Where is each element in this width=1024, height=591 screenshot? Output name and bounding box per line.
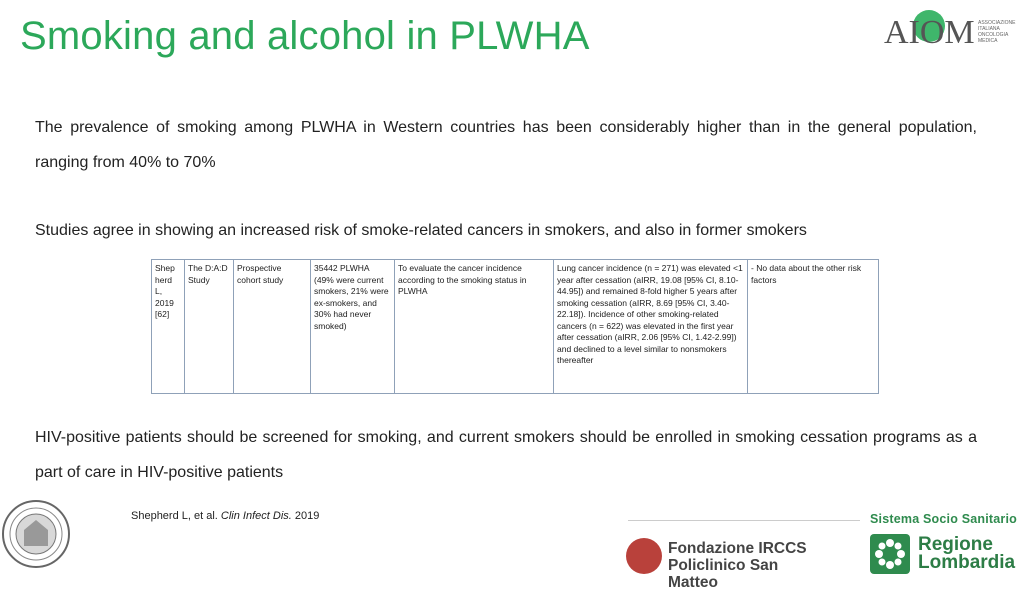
- reference-year: 2019: [294, 510, 320, 522]
- table-cell-study: The D:A:D Study: [185, 260, 234, 394]
- paragraph-studies: Studies agree in showing an increased risk of smoke-related cancers in smokers, and also in former smokers: [35, 222, 807, 239]
- fondazione-line1: Fondazione IRCCS: [668, 540, 807, 557]
- slide-title: Smoking and alcohol in PLWHA: [20, 14, 590, 58]
- fondazione-line2: Policlinico San Matteo: [668, 557, 779, 591]
- aiom-logo: [884, 8, 1014, 58]
- sistema-socio-sanitario-label: Sistema Socio Sanitario: [870, 512, 1018, 526]
- reference-citation: [131, 510, 319, 522]
- regione-lombardia-name: [918, 536, 1015, 572]
- university-seal-logo: [0, 490, 78, 576]
- table-cell-author: Shep herd L, 2019 [62]: [152, 260, 185, 394]
- paragraph-recommendation: HIV-positive patients should be screened for smoking, and current smokers should be enrolled in smoking cessation programs as a part of care in HIV-positive patients: [35, 429, 977, 481]
- regione-line1: Regione: [918, 534, 993, 555]
- table-cell-design: Prospective cohort study: [234, 260, 311, 394]
- table-cell-population: 35442 PLWHA (49% were current smokers, 21% were ex-smokers, and 30% had never smoked): [311, 260, 395, 394]
- regione-line2: Lombardia: [918, 552, 1016, 573]
- fondazione-name: [668, 540, 826, 591]
- lombardia-rose-icon: [870, 534, 910, 574]
- fondazione-logo: [626, 536, 826, 591]
- fondazione-emblem-icon: [626, 538, 662, 574]
- reference-authors: Shepherd L, et al.: [131, 510, 218, 522]
- table-row: [152, 260, 879, 394]
- reference-journal: Clin Infect Dis.: [220, 510, 292, 522]
- aiom-logo-subtitle: ASSOCIAZIONE ITALIANA ONCOLOGIA MEDICA: [978, 20, 1016, 44]
- aiom-logo-text: AIOM: [884, 14, 975, 51]
- table-cell-objective: To evaluate the cancer incidence according to the smoking status in PLWHA: [395, 260, 554, 394]
- footer-divider: [628, 520, 860, 521]
- table-cell-limitations: - No data about the other risk factors: [748, 260, 879, 394]
- regione-lombardia-logo: [870, 532, 1020, 576]
- study-table: [151, 259, 879, 394]
- table-cell-results: Lung cancer incidence (n = 271) was elevated <1 year after cessation (aIRR, 19.08 [95% CI, 8.10-44.95]) and remained 8-fold higher 5 years after smoking cessation (aIRR, 8.69 [95% CI, 3.40-22.18]). Incidence of other smoking-related cancers (n = 622) was elevated in the first year after cessation (aIRR, 2.06 [95% CI, 1.42-2.99]) and declined to a level similar to nonsmokers thereafter: [554, 260, 748, 394]
- paragraph-prevalence: The prevalence of smoking among PLWHA in Western countries has been considerably higher than in the general population, ranging from 40% to 70%: [35, 119, 977, 171]
